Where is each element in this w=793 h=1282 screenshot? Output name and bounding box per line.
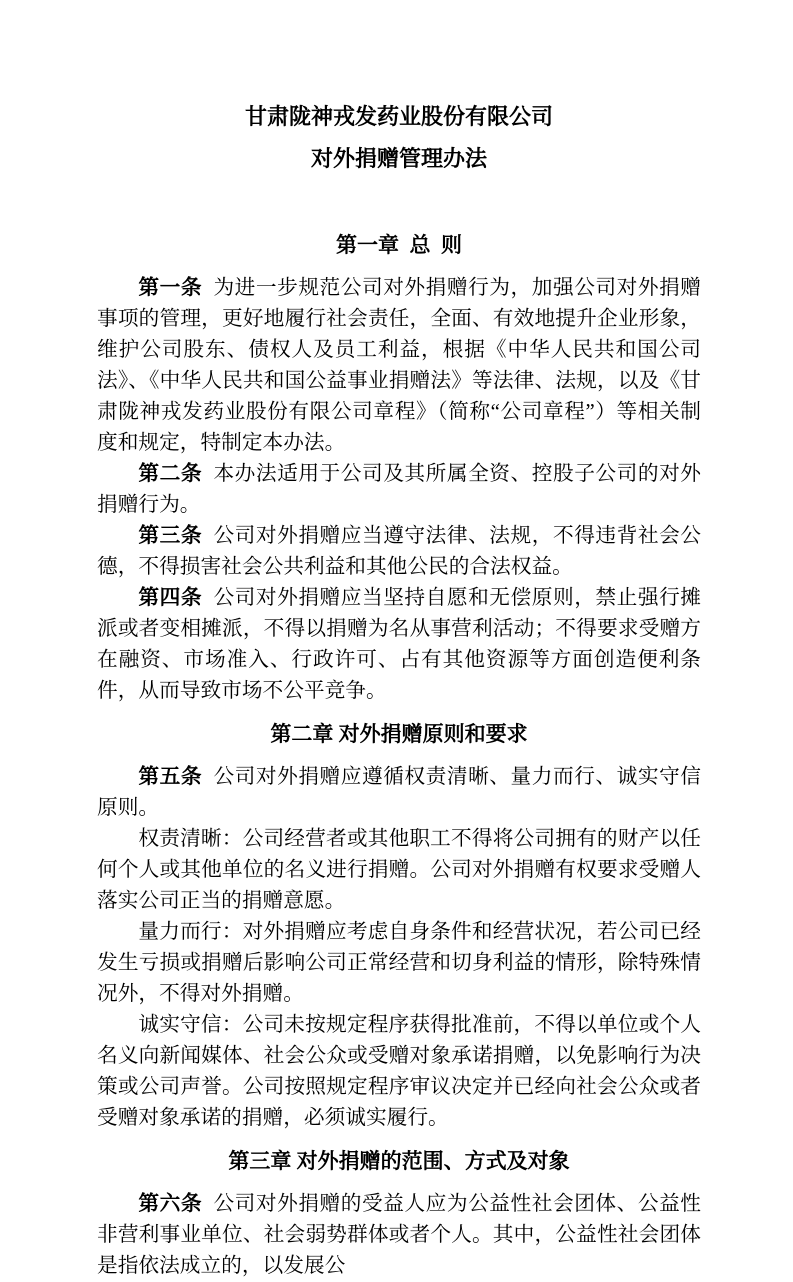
document-title: 甘肃陇神戎发药业股份有限公司 bbox=[244, 104, 553, 129]
article-3-number: 第三条 bbox=[138, 525, 203, 547]
principle-accountability-paragraph bbox=[97, 824, 701, 917]
article-6-number: 第六条 bbox=[138, 1193, 203, 1215]
principle-capacity-paragraph bbox=[97, 917, 701, 1010]
chapter-3-heading: 第三章 对外捐赠的范围、方式及对象 bbox=[228, 1149, 570, 1173]
article-2-text: 本办法适用于公司及其所属全资、控股子公司的对外捐赠行为。 bbox=[97, 463, 701, 516]
article-4-paragraph bbox=[97, 583, 701, 707]
principle-honesty-paragraph bbox=[97, 1010, 701, 1134]
principle-honesty-text: 诚实守信：公司未按规定程序获得批准前，不得以单位或个人名义向新闻媒体、社会公众或受赠对象承诺捐赠，以免影响行为决策或公司声誉。公司按照规定程序审议决定并已经向社会公众或者受赠对象承诺的捐赠，必须诚实履行。 bbox=[97, 1014, 701, 1129]
chapter-2-heading: 第二章 对外捐赠原则和要求 bbox=[270, 722, 528, 746]
article-2-paragraph bbox=[97, 459, 701, 521]
article-4-number: 第四条 bbox=[138, 587, 203, 609]
title-spacer bbox=[97, 180, 701, 218]
article-3-paragraph bbox=[97, 521, 701, 583]
article-6-text: 公司对外捐赠的受益人应为公益性社会团体、公益性非营利事业单位、社会弱势群体或者个人。其中，公益性社会团体是指依法成立的，以发展公 bbox=[97, 1193, 701, 1277]
article-1-paragraph bbox=[97, 273, 701, 459]
article-5-paragraph bbox=[97, 762, 701, 824]
article-6-paragraph bbox=[97, 1189, 701, 1282]
document-subtitle: 对外捐赠管理办法 bbox=[310, 146, 487, 171]
principle-capacity-text: 量力而行：对外捐赠应考虑自身条件和经营状况，若公司已经发生亏损或捐赠后影响公司正常经营和切身利益的情形，除特殊情况外，不得对外捐赠。 bbox=[97, 921, 701, 1005]
article-1-text: 为进一步规范公司对外捐赠行为，加强公司对外捐赠事项的管理，更好地履行社会责任，全面、有效地提升企业形象，维护公司股东、债权人及员工利益，根据《中华人民共和国公司法》、《中华人民共和国公益事业捐赠法》等法律、法规，以及《甘肃陇神戎发药业股份有限公司章程》（简称“公司章程”）等相关制度和规定，特制定本办法。 bbox=[97, 277, 701, 454]
article-1-number: 第一条 bbox=[138, 277, 203, 299]
chapter-1-heading: 第一章 总 则 bbox=[336, 233, 462, 257]
article-5-number: 第五条 bbox=[138, 766, 203, 788]
article-4-text: 公司对外捐赠应当坚持自愿和无偿原则，禁止强行摊派或者变相摊派，不得以捐赠为名从事营利活动；不得要求受赠方在融资、市场准入、行政许可、占有其他资源等方面创造便利条件，从而导致市场不公平竞争。 bbox=[97, 587, 701, 702]
article-5-text: 公司对外捐赠应遵循权责清晰、量力而行、诚实守信原则。 bbox=[97, 766, 701, 819]
principle-accountability-text: 权责清晰：公司经营者或其他职工不得将公司拥有的财产以任何个人或其他单位的名义进行捐赠。公司对外捐赠有权要求受赠人落实公司正当的捐赠意愿。 bbox=[97, 828, 701, 912]
article-3-text: 公司对外捐赠应当遵守法律、法规，不得违背社会公德，不得损害社会公共利益和其他公民的合法权益。 bbox=[97, 525, 701, 578]
article-2-number: 第二条 bbox=[138, 463, 203, 485]
